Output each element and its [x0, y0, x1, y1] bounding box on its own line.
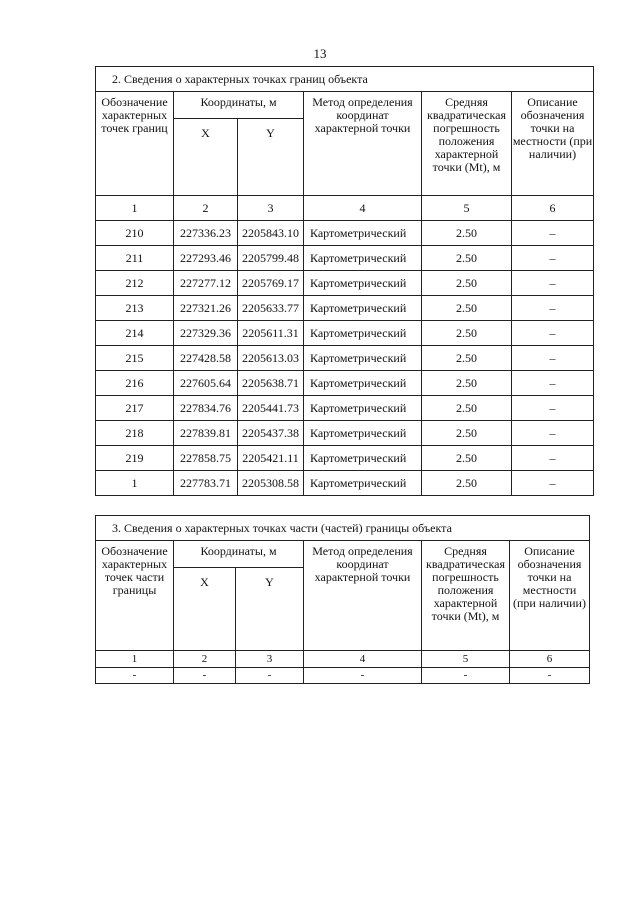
method-cell: Картометрический — [304, 246, 422, 271]
table-row — [96, 221, 594, 246]
header-x: X — [174, 119, 238, 196]
x-coordinate-cell: 227428.58 — [174, 346, 238, 371]
y-coordinate-cell: 2205308.58 — [238, 471, 304, 496]
x-coordinate-cell: 227783.71 — [174, 471, 238, 496]
y-coordinate-cell: 2205843.10 — [238, 221, 304, 246]
column-number: 6 — [512, 196, 594, 221]
mt-cell: 2.50 — [422, 446, 512, 471]
boundary-part-points-table — [95, 515, 590, 684]
point-id-cell: 1 — [96, 471, 174, 496]
description-cell: – — [512, 346, 594, 371]
table-row — [96, 296, 594, 321]
method-cell: Картометрический — [304, 271, 422, 296]
x-coordinate-cell: 227839.81 — [174, 421, 238, 446]
header-coordinates: Координаты, м — [174, 92, 304, 119]
mt-cell: 2.50 — [422, 421, 512, 446]
table-row — [96, 246, 594, 271]
point-id-cell: 212 — [96, 271, 174, 296]
mt-cell: 2.50 — [422, 321, 512, 346]
boundary-points-table — [95, 66, 594, 496]
x-coordinate-cell: 227605.64 — [174, 371, 238, 396]
point-id-cell: 215 — [96, 346, 174, 371]
point-id-cell: - — [96, 668, 174, 684]
table-row — [96, 471, 594, 496]
header-method: Метод определения координат характерной точки — [304, 92, 422, 196]
method-cell: Картометрический — [304, 446, 422, 471]
point-id-cell: 214 — [96, 321, 174, 346]
section-title: 2. Сведения о характерных точках границ объекта — [96, 67, 594, 92]
mt-cell: 2.50 — [422, 246, 512, 271]
table-row — [96, 446, 594, 471]
method-cell: Картометрический — [304, 421, 422, 446]
table-row — [96, 271, 594, 296]
column-number: 3 — [238, 196, 304, 221]
column-number: 4 — [304, 651, 422, 668]
point-id-cell: 216 — [96, 371, 174, 396]
description-cell: – — [512, 421, 594, 446]
x-coordinate-cell: 227834.76 — [174, 396, 238, 421]
x-coordinate-cell: - — [174, 668, 236, 684]
method-cell: Картометрический — [304, 296, 422, 321]
column-number: 2 — [174, 196, 238, 221]
method-cell: Картометрический — [304, 396, 422, 421]
section-title: 3. Сведения о характерных точках части (частей) границы объекта — [96, 516, 590, 541]
column-number: 5 — [422, 196, 512, 221]
table-row — [96, 396, 594, 421]
column-number: 1 — [96, 196, 174, 221]
y-coordinate-cell: 2205613.03 — [238, 346, 304, 371]
mt-cell: 2.50 — [422, 471, 512, 496]
description-cell: – — [512, 221, 594, 246]
description-cell: – — [512, 296, 594, 321]
table-row — [96, 421, 594, 446]
header-designation: Обозначение характерных точек границ — [96, 92, 174, 196]
y-coordinate-cell: 2205421.11 — [238, 446, 304, 471]
x-coordinate-cell: 227858.75 — [174, 446, 238, 471]
description-cell: – — [512, 471, 594, 496]
header-y: Y — [236, 568, 304, 651]
method-cell: Картометрический — [304, 371, 422, 396]
table-row — [96, 346, 594, 371]
point-id-cell: 211 — [96, 246, 174, 271]
header-description: Описание обозначения точки на местности (при наличии) — [510, 541, 590, 651]
header-method: Метод определения координат характерной точки — [304, 541, 422, 651]
y-coordinate-cell: 2205437.38 — [238, 421, 304, 446]
method-cell: Картометрический — [304, 221, 422, 246]
page-number: 13 — [313, 46, 327, 61]
point-id-cell: 217 — [96, 396, 174, 421]
mt-cell: 2.50 — [422, 296, 512, 321]
y-coordinate-cell: 2205441.73 — [238, 396, 304, 421]
y-coordinate-cell: 2205633.77 — [238, 296, 304, 321]
y-coordinate-cell: 2205638.71 — [238, 371, 304, 396]
header-mt: Средняя квадратическая погрешность положения характерной точки (Mt), м — [422, 92, 512, 196]
x-coordinate-cell: 227321.26 — [174, 296, 238, 321]
point-id-cell: 210 — [96, 221, 174, 246]
column-number: 6 — [510, 651, 590, 668]
point-id-cell: 219 — [96, 446, 174, 471]
y-coordinate-cell: 2205611.31 — [238, 321, 304, 346]
column-number: 3 — [236, 651, 304, 668]
method-cell: - — [304, 668, 422, 684]
table-row — [96, 371, 594, 396]
method-cell: Картометрический — [304, 321, 422, 346]
y-coordinate-cell: 2205769.17 — [238, 271, 304, 296]
column-number: 1 — [96, 651, 174, 668]
mt-cell: 2.50 — [422, 221, 512, 246]
x-coordinate-cell: 227336.23 — [174, 221, 238, 246]
x-coordinate-cell: 227329.36 — [174, 321, 238, 346]
description-cell: - — [510, 668, 590, 684]
x-coordinate-cell: 227293.46 — [174, 246, 238, 271]
column-number: 4 — [304, 196, 422, 221]
column-number: 2 — [174, 651, 236, 668]
description-cell: – — [512, 321, 594, 346]
header-description: Описание обозначения точки на местности (при наличии) — [512, 92, 594, 196]
column-number: 5 — [422, 651, 510, 668]
description-cell: – — [512, 246, 594, 271]
x-coordinate-cell: 227277.12 — [174, 271, 238, 296]
mt-cell: 2.50 — [422, 371, 512, 396]
mt-cell: 2.50 — [422, 396, 512, 421]
table-row — [96, 321, 594, 346]
mt-cell: 2.50 — [422, 346, 512, 371]
point-id-cell: 218 — [96, 421, 174, 446]
header-y: Y — [238, 119, 304, 196]
header-x: X — [174, 568, 236, 651]
method-cell: Картометрический — [304, 471, 422, 496]
description-cell: – — [512, 271, 594, 296]
table-row — [96, 668, 590, 684]
description-cell: – — [512, 396, 594, 421]
header-designation: Обозначение характерных точек части границы — [96, 541, 174, 651]
header-coordinates: Координаты, м — [174, 541, 304, 568]
y-coordinate-cell: 2205799.48 — [238, 246, 304, 271]
y-coordinate-cell: - — [236, 668, 304, 684]
header-mt: Средняя квадратическая погрешность положения характерной точки (Mt), м — [422, 541, 510, 651]
point-id-cell: 213 — [96, 296, 174, 321]
method-cell: Картометрический — [304, 346, 422, 371]
mt-cell: 2.50 — [422, 271, 512, 296]
description-cell: – — [512, 446, 594, 471]
description-cell: – — [512, 371, 594, 396]
mt-cell: - — [422, 668, 510, 684]
